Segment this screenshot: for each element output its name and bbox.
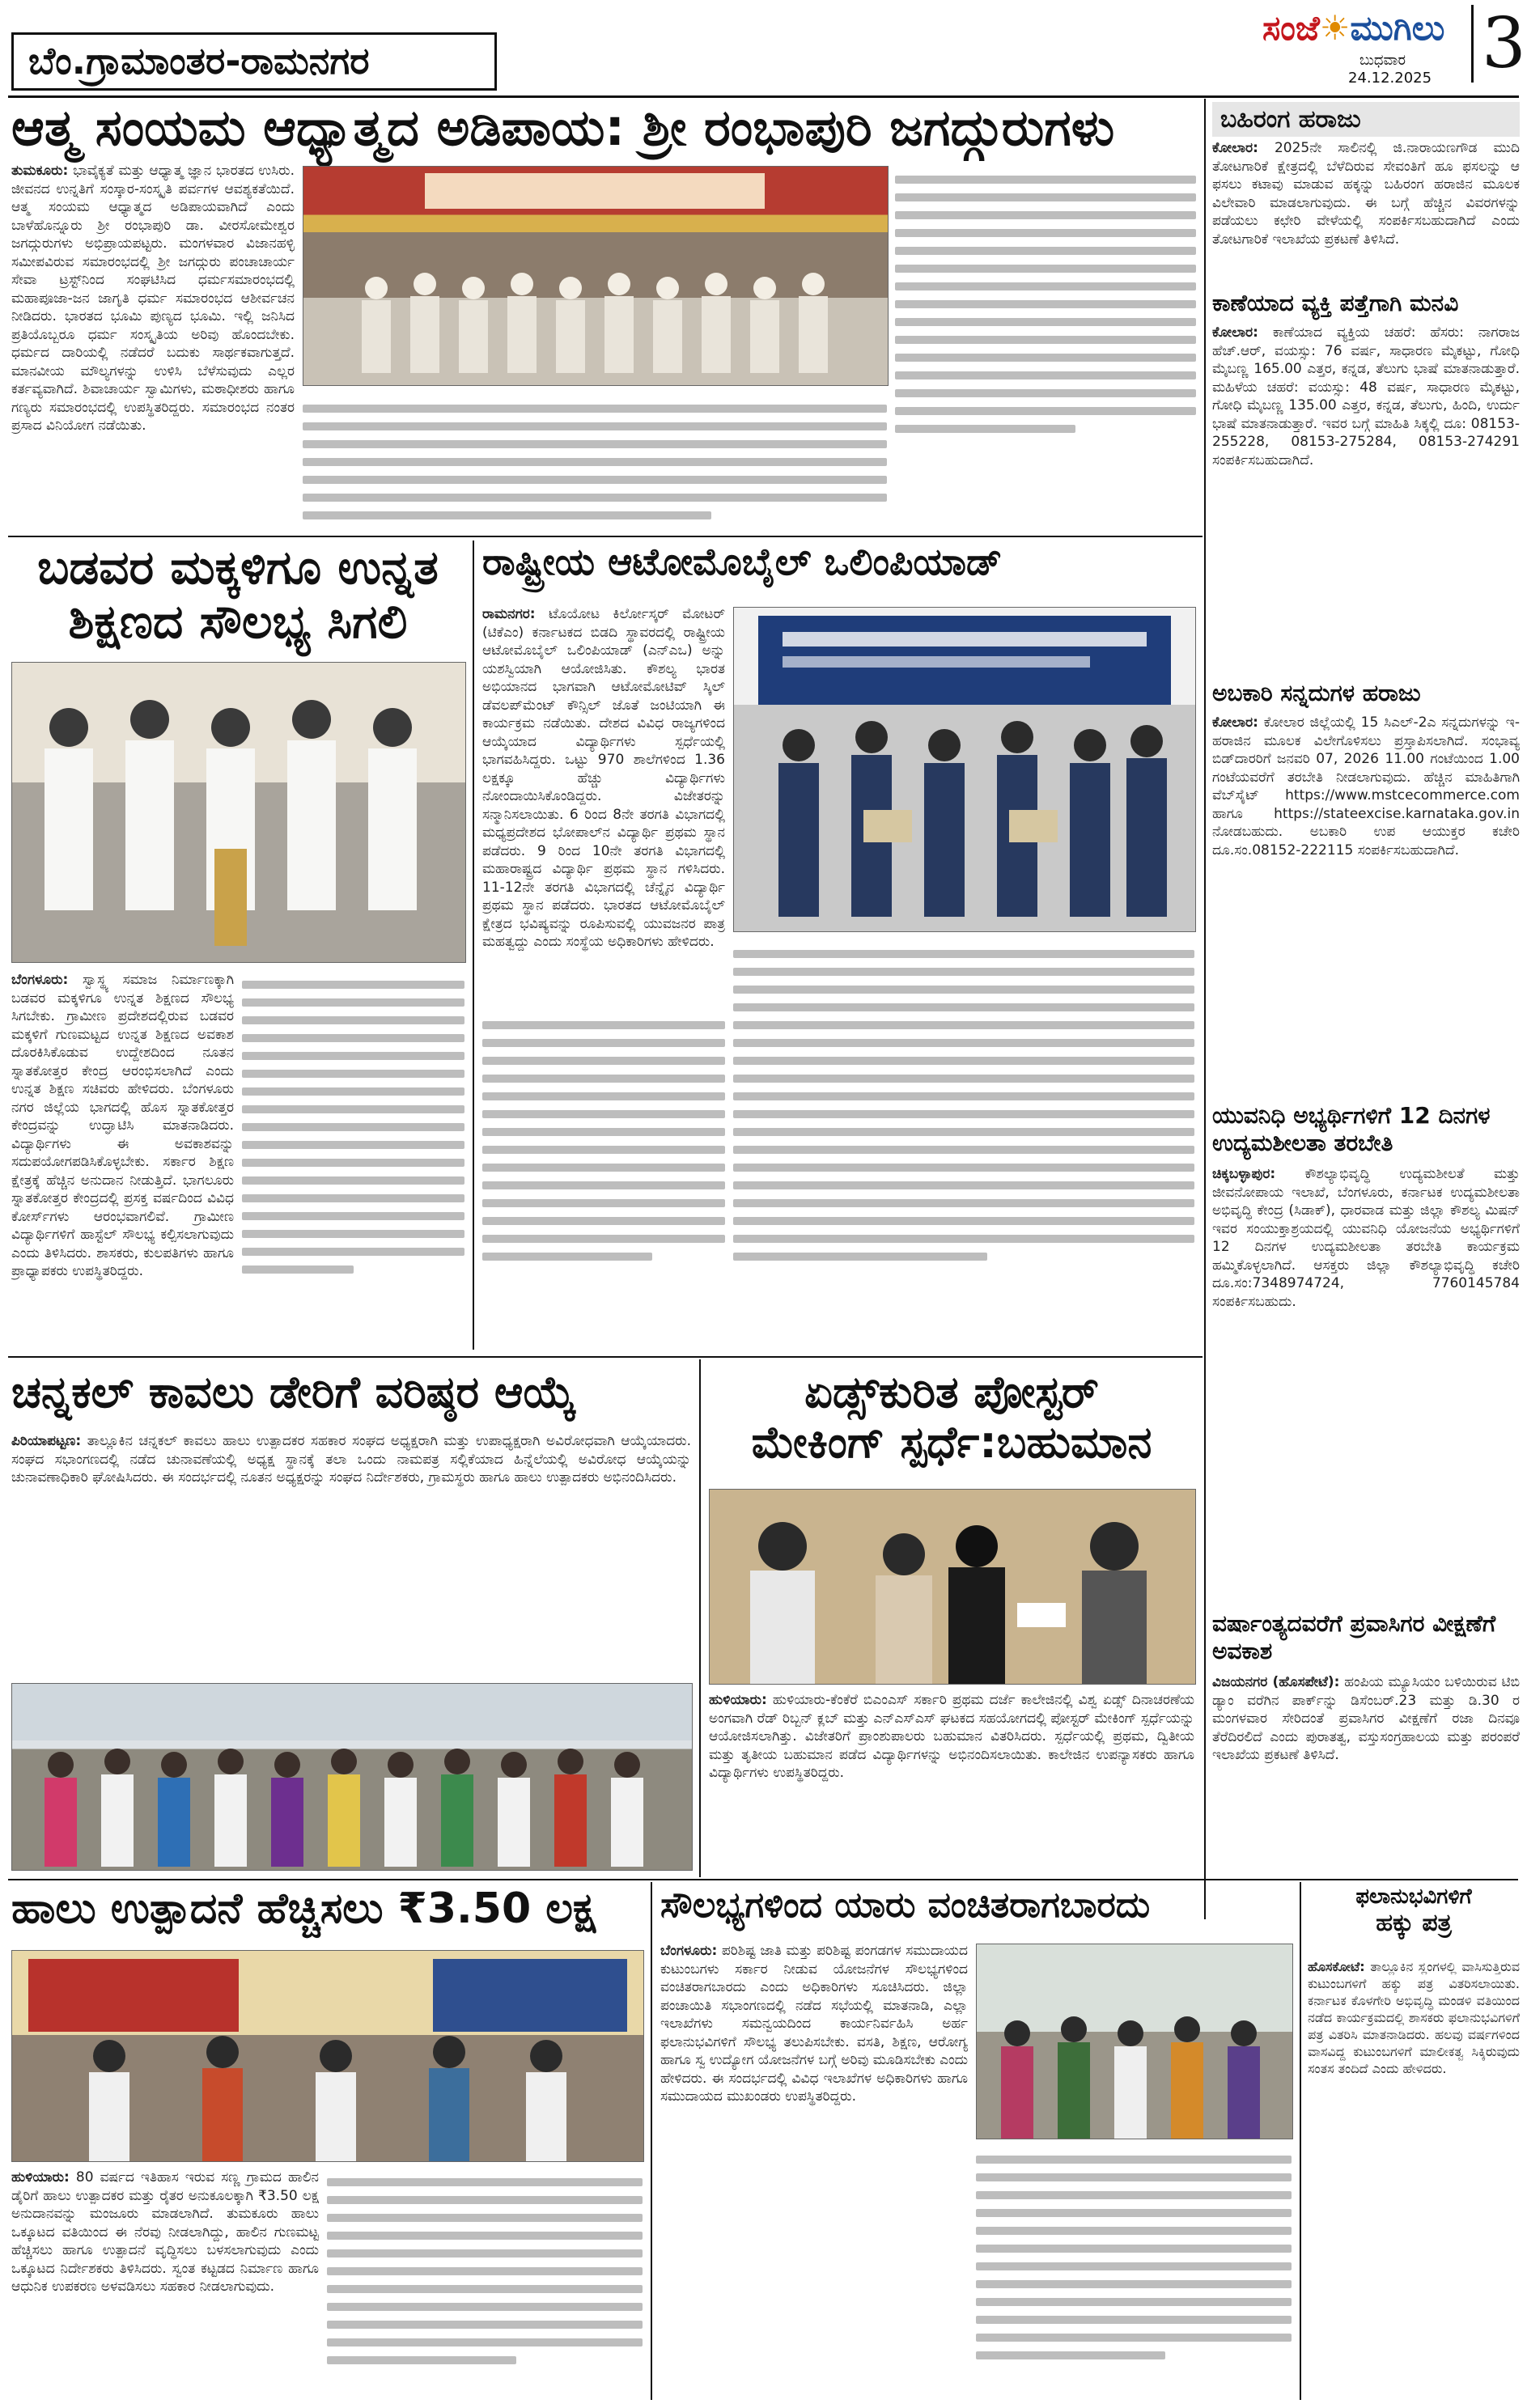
rule-a7-a8 <box>1300 1882 1301 2400</box>
article7-body-col2 <box>976 2146 1292 2399</box>
article1-body-col1 <box>11 162 295 530</box>
article7-text: ಪರಿಶಿಷ್ಟ ಜಾತಿ ಮತ್ತು ಪರಿಶಿಷ್ಟ ಪಂಗಡಗಳ ಸಮುದಾಯದ ಕುಟುಂಬಗಳು ಸರ್ಕಾರ ನೀಡುವ ಯೋಜನೆಗಳ ಸೌಲಭ್ಯಗಳಿಂದ ವಂಚಿತರಾಗಬಾರದು ಎಂದು ಅಧಿಕಾರಿಗಳು ಸೂಚಿಸಿದರು. ಜಿಲ್ಲಾ ಪಂಚಾಯಿತಿ ಸಭಾಂಗಣದಲ್ಲಿ ನಡೆದ ಸಭೆಯಲ್ಲಿ ಮಾತನಾಡಿ, ಎಲ್ಲಾ ಇಲಾಖೆಗಳು ಸಮನ್ವಯದಿಂದ ಕಾರ್ಯನಿರ್ವಹಿಸಿ ಅರ್ಹ ಫಲಾನುಭವಿಗಳಿಗೆ ಸೌಲಭ್ಯ ತಲುಪಿಸಬೇಕು. ವಸತಿ, ಶಿಕ್ಷಣ, ಆರೋಗ್ಯ ಹಾಗೂ ಸ್ವ ಉದ್ಯೋಗ ಯೋಜನೆಗಳ ಬಗ್ಗೆ ಅರಿವು ಮೂಡಿಸಬೇಕು ಎಂದು ಹೇಳಿದರು. ಈ ಸಂದರ್ಭದಲ್ಲಿ ವಿವಿಧ ಇಲಾಖೆಗಳ ಅಧಿಕಾರಿಗಳು ಹಾಗೂ ಸಮುದಾಯದ ಮುಖಂಡರು ಉಪಸ್ಥಿತರಿದ್ದರು. <box>660 1943 968 2105</box>
article2-text: ಸ್ವಾಸ್ಥ್ಯ ಸಮಾಜ ನಿರ್ಮಾಣಕ್ಕಾಗಿ ಬಡವರ ಮಕ್ಕಳಿಗೂ ಉನ್ನತ ಶಿಕ್ಷಣದ ಸೌಲಭ್ಯ ಸಿಗಬೇಕು. ಗ್ರಾಮೀಣ ಪ್ರದೇಶದಲ್ಲಿರುವ ಬಡವರ ಮಕ್ಕಳಿಗೆ ಗುಣಮಟ್ಟದ ಉನ್ನತ ಶಿಕ್ಷಣದ ಅವಕಾಶ ದೊರಕಿಸಿಕೊಡುವ ಉದ್ದೇಶದಿಂದ ನೂತನ ಸ್ನಾತಕೋತ್ತರ ಕೇಂದ್ರ ಆರಂಭಿಸಲಾಗಿದೆ ಎಂದು ಉನ್ನತ ಶಿಕ್ಷಣ ಸಚಿವರು ಹೇಳಿದರು. ಬೆಂಗಳೂರು ನಗರ ಜಿಲ್ಲೆಯ ಭಾಗದಲ್ಲಿ ಹೊಸ ಸ್ನಾತಕೋತ್ತರ ಕೇಂದ್ರವನ್ನು ಉದ್ಘಾಟಿಸಿ ಮಾತನಾಡಿದರು. ವಿದ್ಯಾರ್ಥಿಗಳು ಈ ಅವಕಾಶವನ್ನು ಸದುಪಯೋಗಪಡಿಸಿಕೊಳ್ಳಬೇಕು. ಸರ್ಕಾರ ಶಿಕ್ಷಣ ಕ್ಷೇತ್ರಕ್ಕೆ ಹೆಚ್ಚಿನ ಅನುದಾನ ನೀಡುತ್ತಿದೆ. ಭಾಗಲೂರು ಸ್ನಾತಕೋತ್ತರ ಕೇಂದ್ರದಲ್ಲಿ ಪ್ರಸಕ್ತ ವರ್ಷದಿಂದ ವಿವಿಧ ಕೋರ್ಸ್‌ಗಳು ಆರಂಭವಾಗಲಿವೆ. ಗ್ರಾಮೀಣ ವಿದ್ಯಾರ್ಥಿಗಳಿಗೆ ಹಾಸ್ಟೆಲ್ ಸೌಲಭ್ಯ ಕಲ್ಪಿಸಲಾಗುವುದು ಎಂದು ತಿಳಿಸಿದರು. ಶಾಸಕರು, ಕುಲಪತಿಗಳು ಹಾಗೂ ಪ್ರಾಧ್ಯಾಪಕರು ಉಪಸ್ಥಿತರಿದ್ದರು. <box>11 972 234 1279</box>
sidebar3-dateline: ಕೋಲಾರ: <box>1212 714 1258 731</box>
article3-body-col1 <box>482 605 725 1002</box>
inauguration-illustration <box>12 663 465 962</box>
sidebar4-title: ಯುವನಿಧಿ ಅಭ್ಯರ್ಥಿಗಳಿಗೆ 12 ದಿನಗಳ ಉದ್ಯಮಶೀಲತಾ ತರಬೇತಿ <box>1212 1102 1491 1156</box>
article8-headline-line2: ಹಕ್ಕು ಪತ್ರ <box>1376 1908 1452 1937</box>
issue-day: ಬುಧವಾರ <box>1359 52 1406 69</box>
sidebar2-dateline: ಕೋಲಾರ: <box>1212 324 1258 341</box>
article5-dateline: ಹುಳಿಯಾರು: <box>709 1692 767 1708</box>
article8-headline <box>1308 1885 1520 1937</box>
group-photo-illustration <box>303 167 888 385</box>
article8-body <box>1308 1958 1520 2399</box>
article1-body-col3 <box>895 166 1196 532</box>
article3-headline: ರಾಷ್ಟ್ರೀಯ ಆಟೋಮೊಬೈಲ್ ಒಲಿಂಪಿಯಾಡ್ <box>482 540 1003 583</box>
sidebar2-title: ಕಾಣೆಯಾದ ವ್ಯಕ್ತಿ ಪತ್ತೆಗಾಗಿ ಮನವಿ <box>1212 290 1459 316</box>
sidebar5-text: ಹಂಪಿಯ ಮ್ಯೂಸಿಯಂ ಬಳಿಯಿರುವ ಟಿಬಿ ಡ್ಯಾಂ ವರೆಗಿನ ಪಾರ್ಕ್‌ನ್ನು ಡಿಸೆಂಬರ್.23 ಮತ್ತು ಡಿ.30 ರ ಮಂಗಳವಾರ ಸೇರಿದಂತೆ ಪ್ರವಾಸಿಗರ ವೀಕ್ಷಣೆಗೆ ರಜಾ ದಿನವೂ ತೆರೆದಿರಲಿದೆ ಎಂದು ಪುರಾತತ್ವ, ವಸ್ತುಸಂಗ್ರಹಾಲಯ ಮತ್ತು ಪರಂಪರೆ ಇಲಾಖೆಯ ಪ್ರಕಟಣೆ ತಿಳಿಸಿದೆ. <box>1212 1674 1520 1763</box>
article4-dateline: ಪಿರಿಯಾಪಟ್ಟಣ: <box>11 1433 82 1449</box>
article8-headline-line1: ಫಲಾನುಭವಿಗಳಿಗೆ <box>1355 1884 1472 1909</box>
article1-dateline: ತುಮಕೂರು: <box>11 163 69 179</box>
article1-text: ಭಾವೈಕ್ಯತೆ ಮತ್ತು ಆಧ್ಯಾತ್ಮ ಜ್ಞಾನ ಭಾರತದ ಉಸಿರು. ಜೀವನದ ಉನ್ನತಿಗೆ ಸಂಸ್ಕಾರ-ಸಂಸ್ಕೃತಿ ಪರ್ವಗಳ ಆವಶ್ಯಕತೆಯಿದೆ. ಆತ್ಮ ಸಂಯಮ ಆಧ್ಯಾತ್ಮದ ಅಡಿಪಾಯವಾಗಿದೆ ಎಂದು ಬಾಳೆಹೊನ್ನೂರು ಶ್ರೀ ರಂಭಾಪುರಿ ಡಾ. ವೀರಸೋಮೇಶ್ವರ ಜಗದ್ಗುರುಗಳು ಅಭಿಪ್ರಾಯಪಟ್ಟರು. ಮಂಗಳವಾರ ವಿಜಾನಹಳ್ಳಿ ಸಮೀಪವಿರುವ ಸಮಾರಂಭದಲ್ಲಿ ಶ್ರೀ ಜಗದ್ಗುರು ಪಂಚಾಚಾರ್ಯ ಸೇವಾ ಟ್ರಸ್ಟ್‌ನಿಂದ ಸಂಘಟಿಸಿದ ಧರ್ಮಸಮಾರಂಭದಲ್ಲಿ ಮಹಾಪೂಜಾ-ಜನ ಜಾಗೃತಿ ಧರ್ಮ ಸಮಾರಂಭದ ಆಶೀರ್ವಚನ ನೀಡಿದರು. ಭಾರತದ ಭೂಮಿ ಪುಣ್ಯದ ಭೂಮಿ. ಇಲ್ಲಿ ಜನಿಸಿದ ಪ್ರತಿಯೊಬ್ಬರೂ ಧರ್ಮ ಸಂಸ್ಕೃತಿಯ ಅರಿವು ಹೊಂದಬೇಕು. ಧರ್ಮದ ದಾರಿಯಲ್ಲಿ ನಡೆದರೆ ಬದುಕು ಸಾರ್ಥಕವಾಗುತ್ತದೆ. ಮಾನವೀಯ ಮೌಲ್ಯಗಳನ್ನು ಉಳಿಸಿ ಬೆಳೆಸುವುದು ಎಲ್ಲರ ಕರ್ತವ್ಯವಾಗಿದೆ. ಶಿವಾಚಾರ್ಯ ಸ್ವಾಮಿಗಳು, ಮಠಾಧೀಶರು ಹಾಗೂ ಗಣ್ಯರು ಸಮಾರಂಭದಲ್ಲಿ ಉಪಸ್ಥಿತರಿದ್ದರು. ಸಮಾರಂಭದ ನಂತರ ಪ್ರಸಾದ ವಿನಿಯೋಗ ನಡೆಯಿತು. <box>11 163 295 434</box>
sidebar2-text: ಕಾಣೆಯಾದ ವ್ಯಕ್ತಿಯ ಚಹರೆ: ಹೆಸರು: ನಾಗರಾಜ ಹೆಚ್.ಆರ್, ವಯಸ್ಸು: 76 ವರ್ಷ, ಸಾಧಾರಣ ಮೈಕಟ್ಟು, ಗೋಧಿ ಮೈಬಣ್ಣ 165.00 ಎತ್ತರ, ಕನ್ನಡ, ತೆಲುಗು ಭಾಷೆ ಮಾತನಾಡುತ್ತಾರೆ. ಮಹಿಳೆಯ ಚಹರೆ: ವಯಸ್ಸು: 48 ವರ್ಷ, ಸಾಧಾರಣ ಮೈಕಟ್ಟು, ಗೋಧಿ ಮೈಬಣ್ಣ 135.00 ಎತ್ತರ, ಕನ್ನಡ, ತೆಲುಗು, ಹಿಂದಿ, ಉರ್ದು ಭಾಷೆ ಮಾತನಾಡುತ್ತಾರೆ. ಇವರ ಬಗ್ಗೆ ಮಾಹಿತಿ ಸಿಕ್ಕಲ್ಲಿ ದೂ: 08153-255228, 08153-275284, 08153-274291 ಸಂಪರ್ಕಿಸಬಹುದಾಗಿದೆ. <box>1212 324 1520 468</box>
award-ceremony-illustration <box>734 608 1195 931</box>
article2-body-col2 <box>242 971 464 1351</box>
article3-body-col2 <box>733 940 1194 1345</box>
rule-a2-a3 <box>473 541 474 1350</box>
article2-body-col1 <box>11 971 234 1351</box>
article3-body-col1b <box>482 1011 725 1347</box>
article5-body <box>709 1691 1194 1873</box>
article2-headline <box>11 541 464 648</box>
article3-text: ಟೊಯೋಟ ಕಿರ್ಲೋಸ್ಕರ್ ಮೋಟರ್ (ಟಿಕೆಎಂ) ಕರ್ನಾಟಕದ ಬಿಡದಿ ಸ್ಥಾವರದಲ್ಲಿ ರಾಷ್ಟ್ರೀಯ ಆಟೋಮೊಬೈಲ್ ಒಲಿಂಪಿಯಾಡ್ (ಎನ್‌ಎಒ) ಅನ್ನು ಯಶಸ್ವಿಯಾಗಿ ಆಯೋಜಿಸಿತು. ಕೌಶಲ್ಯ ಭಾರತ ಅಭಿಯಾನದ ಭಾಗವಾಗಿ ಆಟೋಮೋಟಿವ್ ಸ್ಕಿಲ್ ಡೆವಲಪ್‌ಮೆಂಟ್ ಕೌನ್ಸಿಲ್ ಜೊತೆ ಜಂಟಿಯಾಗಿ ಈ ಕಾರ್ಯಕ್ರಮ ನಡೆಯಿತು. ದೇಶದ ವಿವಿಧ ರಾಜ್ಯಗಳಿಂದ ಆಯ್ಕೆಯಾದ ವಿದ್ಯಾರ್ಥಿಗಳು ಸ್ಪರ್ಧೆಯಲ್ಲಿ ಭಾಗವಹಿಸಿದ್ದರು. ಒಟ್ಟು 970 ಶಾಲೆಗಳಿಂದ 1.36 ಲಕ್ಷಕ್ಕೂ ಹೆಚ್ಚು ವಿದ್ಯಾರ್ಥಿಗಳು ನೋಂದಾಯಿಸಿಕೊಂಡಿದ್ದರು. ವಿಜೇತರನ್ನು ಸನ್ಮಾನಿಸಲಾಯಿತು. 6 ರಿಂದ 8ನೇ ತರಗತಿ ವಿಭಾಗದಲ್ಲಿ ಮಧ್ಯಪ್ರದೇಶದ ಭೋಪಾಲ್‌ನ ವಿದ್ಯಾರ್ಥಿ ಪ್ರಥಮ ಸ್ಥಾನ ಪಡೆದರು. 9 ರಿಂದ 10ನೇ ತರಗತಿ ವಿಭಾಗದಲ್ಲಿ ಮಹಾರಾಷ್ಟ್ರದ ವಿದ್ಯಾರ್ಥಿ ಪ್ರಥಮ ಸ್ಥಾನ ಗಳಿಸಿದರು. 11-12ನೇ ತರಗತಿ ವಿಭಾಗದಲ್ಲಿ ಚೆನ್ನೈನ ವಿದ್ಯಾರ್ಥಿ ಪ್ರಥಮ ಸ್ಥಾನ ಪಡೆದರು. ಭಾರತದ ಆಟೋಮೊಬೈಲ್ ಕ್ಷೇತ್ರದ ಭವಿಷ್ಯವನ್ನು ರೂಪಿಸುವಲ್ಲಿ ಯುವಜನರ ಪಾತ್ರ ಮಹತ್ವದ್ದು ಎಂದು ಸಂಸ್ಥೆಯ ಅಧಿಕಾರಿಗಳು ಹೇಳಿದರು. <box>482 606 725 950</box>
sidebar2-body <box>1212 324 1520 672</box>
sidebar1-dateline: ಕೋಲಾರ: <box>1212 140 1258 156</box>
sidebar-divider <box>1204 99 1206 1919</box>
article7-photo <box>976 1944 1293 2139</box>
article6-body-col2 <box>327 2168 643 2399</box>
sidebar5-body <box>1212 1673 1520 1876</box>
brand-part2: ಮುಗಿಲು <box>1350 8 1445 48</box>
sidebar1-title: ಬಹಿರಂಗ ಹರಾಜು <box>1212 102 1520 137</box>
article7-headline: ಸೌಲಭ್ಯಗಳಿಂದ ಯಾರು ವಂಚಿತರಾಗಬಾರದು <box>660 1884 1151 1926</box>
article3-photo <box>733 607 1196 932</box>
issue-date: 24.12.2025 <box>1348 70 1432 87</box>
meeting-illustration <box>977 1944 1292 2139</box>
article4-photo <box>11 1683 693 1871</box>
article6-body-col1 <box>11 2168 319 2399</box>
sidebar3-body <box>1212 714 1520 1094</box>
article2-headline-line1: ಬಡವರ ಮಕ್ಕಳಿಗೂ ಉನ್ನತ <box>37 540 439 595</box>
article8-dateline: ಹೊಸಕೋಟೆ: <box>1308 1959 1365 1974</box>
sidebar5-dateline: ವಿಜಯನಗರ (ಹೊಸಪೇಟೆ): <box>1212 1674 1340 1690</box>
rule-a3 <box>8 1356 1203 1358</box>
sidebar3-title: ಅಬಕಾರಿ ಸನ್ನದುಗಳ ಹರಾಜು <box>1212 680 1421 706</box>
article1-photo <box>303 166 889 386</box>
brand-part1: ಸಂಜೆ <box>1262 8 1320 48</box>
article2-headline-line2: ಶಿಕ್ಷಣದ ಸೌಲಭ್ಯ ಸಿಗಲಿ <box>68 593 408 649</box>
brand-logo: ಸಂಜೆ☀ಮುಗಿಲು <box>1262 8 1445 48</box>
sidebar4-dateline: ಚಿಕ್ಕಬಳ್ಳಾಪುರ: <box>1212 1166 1276 1182</box>
article2-dateline: ಬೆಂಗಳೂರು: <box>11 972 69 988</box>
sidebar5-title: ವರ್ಷಾಂತ್ಯದವರೆಗೆ ಪ್ರವಾಸಿಗರ ವೀಕ್ಷಣೆಗೆ ಅವಕಾಶ <box>1212 1610 1496 1664</box>
masthead <box>1262 3 1526 87</box>
article1-body-col2 <box>303 395 887 532</box>
rule-a1 <box>8 536 1203 537</box>
sidebar4-text: ಕೌಶಲ್ಯಾಭಿವೃದ್ಧಿ ಉದ್ಯಮಶೀಲತೆ ಮತ್ತು ಜೀವನೋಪಾಯ ಇಲಾಖೆ, ಬೆಂಗಳೂರು, ಕರ್ನಾಟಕ ಉದ್ಯಮಶೀಲತಾ ಅಭಿವೃದ್ಧಿ ಕೇಂದ್ರ (ಸಿಡಾಕ್), ಧಾರವಾಡ ಮತ್ತು ಜಿಲ್ಲಾ ಕೌಶಲ್ಯ ಮಿಷನ್ ಇವರ ಸಂಯುಕ್ತಾಶ್ರಯದಲ್ಲಿ ಯುವನಿಧಿ ಯೋಜನೆಯ ಅಭ್ಯರ್ಥಿಗಳಿಗೆ 12 ದಿನಗಳ ಉದ್ಯಮಶೀಲತಾ ತರಬೇತಿ ಕಾರ್ಯಕ್ರಮ ಹಮ್ಮಿಕೊಳ್ಳಲಾಗಿದೆ. ಆಸಕ್ತರು ಜಿಲ್ಲಾ ಕೌಶಲ್ಯಾಭಿವೃದ್ಧಿ ಕಚೇರಿ ದೂ.ಸಂ:7348974724, 7760145784 ಸಂಪರ್ಕಿಸಬಹುದು. <box>1212 1166 1520 1310</box>
dairy-inauguration-illustration <box>12 1951 643 2161</box>
page-number: 3 <box>1471 5 1526 83</box>
sidebar3-text: ಕೋಲಾರ ಜಿಲ್ಲೆಯಲ್ಲಿ 15 ಸಿಎಲ್-2ಎ ಸನ್ನದುಗಳನ್ನು ಇ-ಹರಾಜಿನ ಮೂಲಕ ವಿಲೇಗೊಳಿಸಲು ಪ್ರಸ್ತಾಪಿಸಲಾಗಿದೆ. ಸಂಭಾವ್ಯ ಬಿಡ್‌ದಾರರಿಗೆ ಜನವರಿ 07, 2026 11.00 ಗಂಟೆಯಿಂದ 1.00 ಗಂಟೆಯವರೆಗೆ ತರಬೇತಿ ನೀಡಲಾಗುವುದು. ಹೆಚ್ಚಿನ ಮಾಹಿತಿಗಾಗಿ ವೆಬ್‌ಸೈಟ್ https://www.mstcecommerce.com ಹಾಗೂ https://stateexcise.karnataka.gov.in ನೋಡಬಹುದು. ಅಬಕಾರಿ ಉಪ ಆಯುಕ್ತರ ಕಚೇರಿ ದೂ.ಸಂ.08152-222115 ಸಂಪರ್ಕಿಸಬಹುದಾಗಿದೆ. <box>1212 714 1520 858</box>
article6-dateline: ಹುಳಿಯಾರು: <box>11 2169 70 2185</box>
article7-dateline: ಬೆಂಗಳೂರು: <box>660 1943 718 1959</box>
article6-headline: ಹಾಲು ಉತ್ಪಾದನೆ ಹೆಚ್ಚಿಸಲು ₹3.50 ಲಕ್ಷ <box>11 1884 596 1933</box>
rule-a5 <box>8 1879 1518 1880</box>
sidebar4-body <box>1212 1165 1520 1602</box>
sidebar1-body <box>1212 139 1520 285</box>
article6-photo <box>11 1950 644 2162</box>
article3-dateline: ರಾಮನಗರ: <box>482 606 536 622</box>
article4-headline: ಚನ್ನಕಲ್ ಕಾವಲು ಡೇರಿಗೆ ವರಿಷ್ಠರ ಆಯ್ಕೆ <box>11 1367 576 1418</box>
article4-text: ತಾಲ್ಲೂಕಿನ ಚನ್ನಕಲ್ ಕಾವಲು ಹಾಲು ಉತ್ಪಾದಕರ ಸಹಕಾರ ಸಂಘದ ಅಧ್ಯಕ್ಷರಾಗಿ ಮತ್ತು ಉಪಾಧ್ಯಕ್ಷರಾಗಿ ಅವಿರೋಧವಾಗಿ ಆಯ್ಕೆಯಾದರು. ಸಂಘದ ಸಭಾಂಗಣದಲ್ಲಿ ನಡೆದ ಚುನಾವಣೆಯಲ್ಲಿ ಅಧ್ಯಕ್ಷ ಸ್ಥಾನಕ್ಕೆ ತಲಾ ಒಂದು ನಾಮಪತ್ರ ಸಲ್ಲಿಕೆಯಾದ ಹಿನ್ನೆಲೆಯಲ್ಲಿ ಅವಿರೋಧ ಆಯ್ಕೆಯನ್ನು ಚುನಾವಣಾಧಿಕಾರಿ ಘೋಷಿಸಿದರು. ಈ ಸಂದರ್ಭದಲ್ಲಿ ನೂತನ ಅಧ್ಯಕ್ಷರನ್ನು ಸಂಘದ ನಿರ್ದೇಶಕರು, ಗ್ರಾಮಸ್ಥರು ಹಾಗೂ ಹಾಲು ಉತ್ಪಾದಕರು ಅಭಿನಂದಿಸಿದರು. <box>11 1433 691 1486</box>
article4-body <box>11 1432 691 1675</box>
article2-photo <box>11 662 466 963</box>
article8-text: ತಾಲ್ಲೂಕಿನ ಸ್ಲಂಗಳಲ್ಲಿ ವಾಸಿಸುತ್ತಿರುವ ಕುಟುಂಬಗಳಿಗೆ ಹಕ್ಕು ಪತ್ರ ವಿತರಿಸಲಾಯಿತು. ಕರ್ನಾಟಕ ಕೊಳಗೇರಿ ಅಭಿವೃದ್ಧಿ ಮಂಡಳಿ ವತಿಯಿಂದ ನಡೆದ ಕಾರ್ಯಕ್ರಮದಲ್ಲಿ ಶಾಸಕರು ಫಲಾನುಭವಿಗಳಿಗೆ ಪತ್ರ ವಿತರಿಸಿ ಮಾತನಾಡಿದರು. ಹಲವು ವರ್ಷಗಳಿಂದ ವಾಸವಿದ್ದ ಕುಟುಂಬಗಳಿಗೆ ಮಾಲೀಕತ್ವ ಸಿಕ್ಕಿರುವುದು ಸಂತಸ ತಂದಿದೆ ಎಂದು ಹೇಳಿದರು. <box>1308 1959 1520 2076</box>
sidebar1-text: 2025ನೇ ಸಾಲಿನಲ್ಲಿ ಜಿ.ನಾರಾಯಣಗೌಡ ಮುದಿ ತೋಟಗಾರಿಕೆ ಕ್ಷೇತ್ರದಲ್ಲಿ ಬೆಳೆದಿರುವ ಸೇವಂತಿಗೆ ಹೂ ಫಸಲನ್ನು ಆ ಫಸಲು ಕಟಾವು ಮಾಡುವ ಹಕ್ಕನ್ನು ಬಹಿರಂಗ ಹರಾಜಿನ ಮೂಲಕ ವಿಲೇವಾರಿ ಮಾಡಲಾಗುವುದು. ಈ ಬಗ್ಗೆ ಹೆಚ್ಚಿನ ವಿವರಗಳನ್ನು ಪಡೆಯಲು ಕಛೇರಿ ವೇಳೆಯಲ್ಲಿ ಸಂಪರ್ಕಿಸಬಹುದಾಗಿದೆ ಎಂದು ತೋಟಗಾರಿಕೆ ಇಲಾಖೆಯ ಪ್ರಕಟಣೆ ತಿಳಿಸಿದೆ. <box>1212 140 1520 248</box>
article5-headline-line2: ಮೇಕಿಂಗ್ ಸ್ಪರ್ಧೆ:ಬಹುಮಾನ <box>751 1417 1152 1469</box>
article7-body-col1 <box>660 1942 968 2399</box>
rule-a4-a5 <box>699 1359 701 1877</box>
rule-a6-a7 <box>651 1882 652 2400</box>
article5-headline <box>709 1367 1194 1468</box>
article1-headline: ಆತ್ಮ ಸಂಯಮ ಆಧ್ಯಾತ್ಮದ ಅಡಿಪಾಯ: ಶ್ರೀ ರಂಭಾಪುರಿ ಜಗದ್ಗುರುಗಳು <box>11 98 1115 157</box>
article5-text: ಹುಳಿಯಾರು-ಕೆಂಕೆರೆ ಬಿಎಂಎಸ್ ಸರ್ಕಾರಿ ಪ್ರಥಮ ದರ್ಜೆ ಕಾಲೇಜಿನಲ್ಲಿ ವಿಶ್ವ ಏಡ್ಸ್ ದಿನಾಚರಣೆಯ ಅಂಗವಾಗಿ ರೆಡ್ ರಿಬ್ಬನ್ ಕ್ಲಬ್ ಮತ್ತು ಎನ್‌ಎಸ್‌ಎಸ್ ಘಟಕದ ಸಹಯೋಗದಲ್ಲಿ ಪೋಸ್ಟರ್ ಮೇಕಿಂಗ್ ಸ್ಪರ್ಧೆಯನ್ನು ಆಯೋಜಿಸಲಾಗಿತ್ತು. ವಿಜೇತರಿಗೆ ಪ್ರಾಂಶುಪಾಲರು ಬಹುಮಾನ ವಿತರಿಸಿದರು. ಸ್ಪರ್ಧೆಯಲ್ಲಿ ಪ್ರಥಮ, ದ್ವಿತೀಯ ಮತ್ತು ತೃತೀಯ ಬಹುಮಾನ ಪಡೆದ ವಿದ್ಯಾರ್ಥಿಗಳನ್ನು ಅಭಿನಂದಿಸಲಾಯಿತು. ಕಾಲೇಜಿನ ಉಪನ್ಯಾಸಕರು ಹಾಗೂ ವಿದ್ಯಾರ್ಥಿಗಳು ಉಪಸ್ಥಿತರಿದ್ದರು. <box>709 1692 1194 1781</box>
dairy-members-illustration <box>12 1684 692 1870</box>
section-tag: ಬೆಂ.ಗ್ರಾಮಾಂತರ-ರಾಮನಗರ <box>11 32 497 91</box>
article5-headline-line1: ಏಡ್ಸ್‌ಕುರಿತ ಪೋಸ್ಟರ್ <box>804 1367 1099 1418</box>
prize-distribution-illustration <box>710 1490 1195 1684</box>
article6-text: 80 ವರ್ಷದ ಇತಿಹಾಸ ಇರುವ ಸಣ್ಣ ಗ್ರಾಮದ ಹಾಲಿನ ಡೈರಿಗೆ ಹಾಲು ಉತ್ಪಾದಕರ ಮತ್ತು ರೈತರ ಅನುಕೂಲಕ್ಕಾಗಿ ₹3.50 ಲಕ್ಷ ಅನುದಾನವನ್ನು ಮಂಜೂರು ಮಾಡಲಾಗಿದೆ. ತುಮಕೂರು ಹಾಲು ಒಕ್ಕೂಟದ ವತಿಯಿಂದ ಈ ನೆರವು ನೀಡಲಾಗಿದ್ದು, ಹಾಲಿನ ಗುಣಮಟ್ಟ ಹೆಚ್ಚಿಸಲು ಹಾಗೂ ಉತ್ಪಾದನೆ ವೃದ್ಧಿಸಲು ಬಳಸಲಾಗುವುದು ಎಂದು ಒಕ್ಕೂಟದ ನಿರ್ದೇಶಕರು ತಿಳಿಸಿದರು. ಸ್ವಂತ ಕಟ್ಟಡದ ನಿರ್ಮಾಣ ಹಾಗೂ ಆಧುನಿಕ ಉಪಕರಣ ಅಳವಡಿಸಲು ಸಹಕಾರ ನೀಡಲಾಗುವುದು. <box>11 2169 319 2295</box>
article5-photo <box>709 1489 1196 1685</box>
